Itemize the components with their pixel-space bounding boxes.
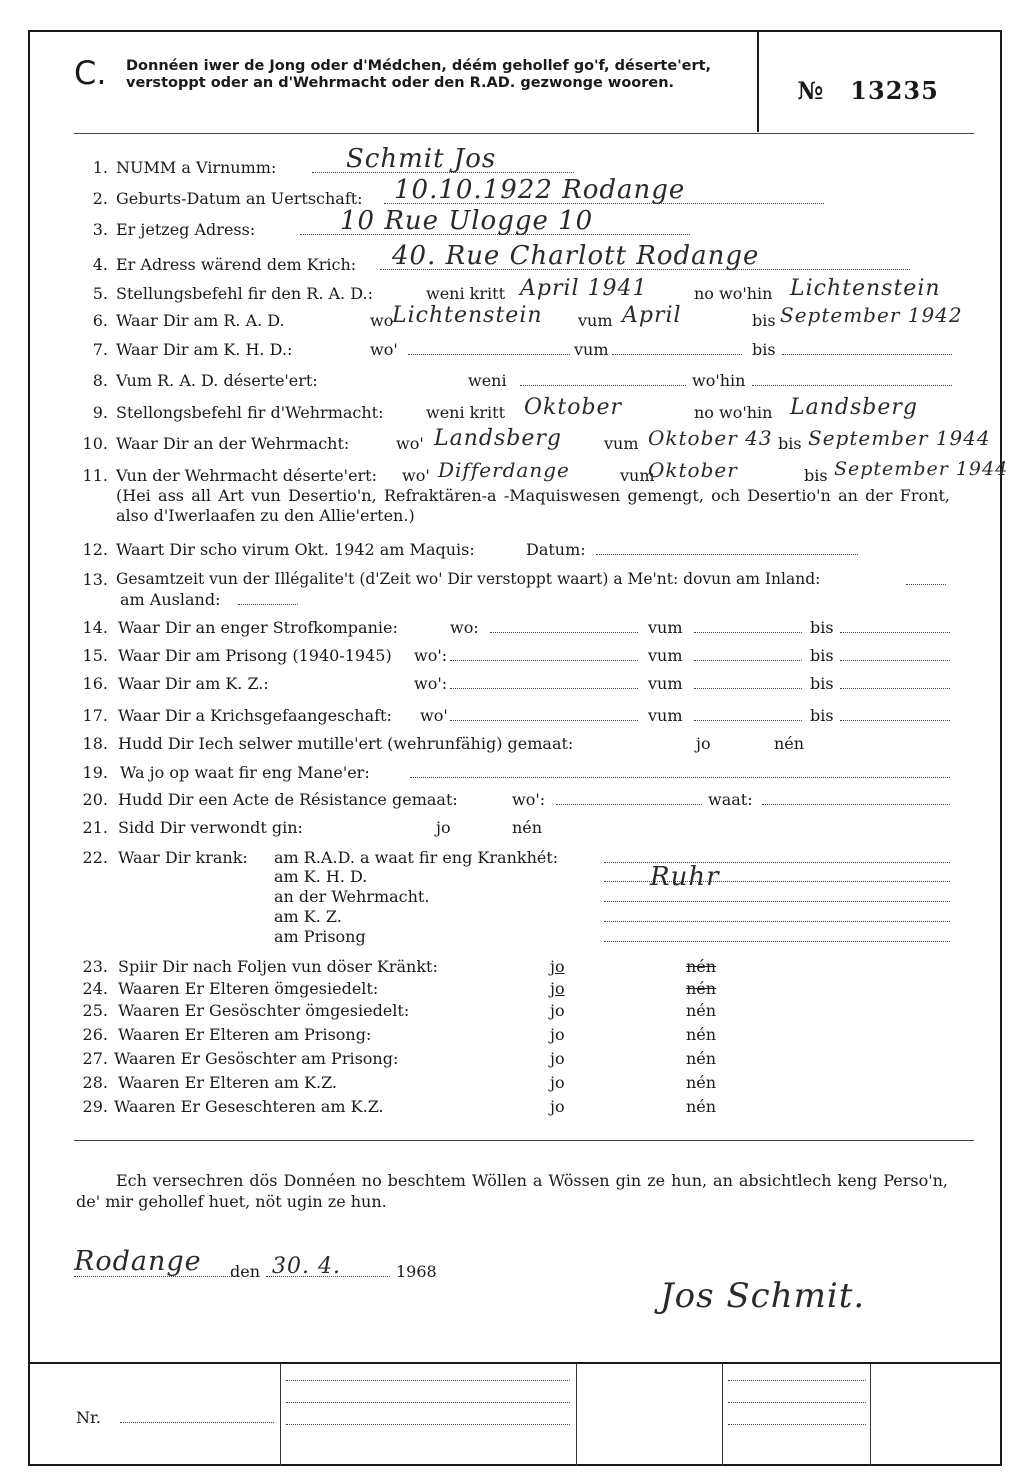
- handwritten-date: 30. 4.: [272, 1254, 341, 1279]
- answer-line: [840, 660, 950, 661]
- bis-label: bis: [810, 706, 834, 725]
- weni-label: weni: [468, 371, 507, 390]
- jo-option-selected: jo: [550, 979, 565, 998]
- nen-option-struck: nén: [686, 979, 717, 998]
- q-number: 7.: [92, 340, 108, 359]
- nen-option: nén: [686, 1001, 717, 1020]
- jo-option: jo: [696, 734, 711, 753]
- wo-label: wo':: [414, 674, 448, 693]
- vum-label: vum: [604, 434, 639, 453]
- q-number: 19.: [82, 763, 108, 782]
- handwritten-wo: Landsberg: [434, 426, 562, 451]
- q-label: Geburts-Datum an Uertschaft:: [116, 189, 363, 208]
- wo-label: wo':: [512, 790, 546, 809]
- q-label: Vum R. A. D. déserte'ert:: [116, 371, 318, 390]
- jo-option: jo: [436, 818, 451, 837]
- handwritten-birth: 10.10.1922 Rodange: [394, 175, 686, 205]
- answer-line: [612, 354, 742, 355]
- handwritten-when: Oktober: [524, 395, 623, 420]
- jo-option: jo: [550, 1049, 565, 1068]
- q-number: 26.: [82, 1025, 108, 1044]
- answer-line: [782, 354, 952, 355]
- nen-option: nén: [686, 1025, 717, 1044]
- question-7: [0, 340, 1024, 364]
- answer-line: [840, 720, 950, 721]
- q-label: Waar Dir an der Wehrmacht:: [116, 434, 350, 453]
- q-number: 11.: [82, 466, 108, 485]
- jo-option: jo: [550, 1001, 565, 1020]
- footer-rule: [28, 1362, 1002, 1364]
- q-number: 14.: [82, 618, 108, 637]
- q-number: 4.: [92, 255, 108, 274]
- answer-line: [694, 632, 802, 633]
- question-22: [0, 848, 1024, 872]
- desertion-note: (Hei ass all Art vun Desertio'n, Refraktären-a -Maquiswesen gemengt, och Desertio'n an der Front, also d'Iwerlaafen zu den Allie'erten.): [116, 486, 950, 525]
- wohin-label: wo'hin: [692, 371, 746, 390]
- question-25: [0, 1001, 1024, 1025]
- handwritten-wo: Lichtenstein: [392, 303, 543, 328]
- bis-label: bis: [752, 311, 776, 330]
- question-9: [0, 395, 1024, 427]
- ausland-label: am Ausland:: [120, 590, 221, 609]
- question-10: [0, 426, 1024, 458]
- question-13-abroad: [0, 590, 1024, 614]
- jo-option-selected: jo: [550, 957, 565, 976]
- handwritten-place: Rodange: [74, 1246, 202, 1277]
- year: 1968: [396, 1262, 437, 1281]
- krank-prisong: am Prisong: [274, 927, 366, 946]
- question-6: [0, 303, 1024, 335]
- q-label: Waaren Er Geseschteren am K.Z.: [114, 1097, 384, 1116]
- question-28: [0, 1073, 1024, 1097]
- number-symbol: №: [797, 76, 825, 105]
- question-21: [0, 818, 1024, 842]
- question-17: [0, 706, 1024, 730]
- declaration-text: Ech versechren dös Donnéen no beschtem Wöllen a Wössen gin ze hun, an absichtlech keng Perso'n, de' mir gehollef huet, nöt ugin ze hun.: [76, 1171, 948, 1211]
- when-label: weni kritt: [426, 284, 505, 303]
- vum-label: vum: [648, 618, 683, 637]
- answer-line: [596, 554, 858, 555]
- answer-line: [604, 941, 950, 942]
- answer-line: [694, 720, 802, 721]
- q-label: Waaren Er Gesöschter am Prisong:: [114, 1049, 399, 1068]
- q-number: 23.: [82, 957, 108, 976]
- wo-label: wo': [396, 434, 424, 453]
- question-14: [0, 618, 1024, 642]
- q-number: 29.: [82, 1097, 108, 1116]
- answer-line: [238, 604, 298, 605]
- wo-label: wo': [370, 311, 398, 330]
- questions-rule: [74, 1140, 974, 1141]
- question-12: [0, 540, 1024, 564]
- answer-line: [694, 688, 802, 689]
- wo-label: wo': [370, 340, 398, 359]
- q-number: 25.: [82, 1001, 108, 1020]
- wo-label: wo:: [450, 618, 479, 637]
- bis-label: bis: [752, 340, 776, 359]
- answer-line: [604, 921, 950, 922]
- q-number: 1.: [92, 158, 108, 177]
- where-label: no wo'hin: [694, 403, 773, 422]
- footer-line: [728, 1380, 866, 1381]
- bis-label: bis: [778, 434, 802, 453]
- vum-label: vum: [578, 311, 613, 330]
- signature: Jos Schmit.: [660, 1276, 866, 1316]
- q-number: 12.: [82, 540, 108, 559]
- question-23: [0, 957, 1024, 981]
- q-number: 27.: [82, 1049, 108, 1068]
- q-label: Er Adress wärend dem Krich:: [116, 255, 357, 274]
- footer-line: [728, 1402, 866, 1403]
- jo-option: jo: [550, 1097, 565, 1116]
- question-24: [0, 979, 1024, 1003]
- q-number: 9.: [92, 403, 108, 422]
- section-letter: C.: [74, 54, 107, 92]
- handwritten-war-address: 40. Rue Charlott Rodange: [392, 241, 760, 271]
- bis-label: bis: [810, 618, 834, 637]
- waat-label: waat:: [708, 790, 753, 809]
- answer-line: [762, 804, 950, 805]
- handwritten-where: Lichtenstein: [790, 276, 941, 301]
- answer-line: [840, 688, 950, 689]
- q-number: 2.: [92, 189, 108, 208]
- q-label: Waar Dir am Prisong (1940-1945): [118, 646, 392, 665]
- q-number: 3.: [92, 220, 108, 239]
- q-number: 16.: [82, 674, 108, 693]
- q-label: Hudd Dir Iech selwer mutille'ert (wehrunfähig) gemaat:: [118, 734, 574, 753]
- q-number: 22.: [82, 848, 108, 867]
- krank-khd: am K. H. D.: [274, 867, 368, 886]
- jo-option: jo: [550, 1025, 565, 1044]
- handwritten-vum: April: [622, 303, 682, 328]
- question-26: [0, 1025, 1024, 1049]
- q-label: Spiir Dir nach Foljen vun döser Kränkt:: [118, 957, 438, 976]
- q-label: Wa jo op waat fir eng Mane'er:: [120, 763, 370, 782]
- q-label: Waar Dir krank:: [118, 848, 248, 867]
- handwritten-bis: September 1942: [780, 303, 963, 327]
- handwritten-bis: September 1944: [808, 426, 991, 450]
- q-number: 21.: [82, 818, 108, 837]
- vum-label: vum: [648, 706, 683, 725]
- q-label: Waar Dir am R. A. D.: [116, 311, 285, 330]
- q-number: 5.: [92, 284, 108, 303]
- answer-line: [840, 632, 950, 633]
- wo-label: wo':: [414, 646, 448, 665]
- q-number: 10.: [82, 434, 108, 453]
- answer-line: [450, 720, 638, 721]
- q-number: 18.: [82, 734, 108, 753]
- q-label: Vun der Wehrmacht déserte'ert:: [116, 466, 377, 485]
- q-label: Waar Dir an enger Strofkompanie:: [118, 618, 398, 637]
- nr-line: [120, 1422, 274, 1423]
- question-27: [0, 1049, 1024, 1073]
- krank-kz: am K. Z.: [274, 907, 342, 926]
- nen-option: nén: [774, 734, 805, 753]
- krank-rad: am R.A.D. a waat fir eng Krankhét:: [274, 848, 559, 867]
- den-label: den: [230, 1262, 261, 1281]
- q-number: 20.: [82, 790, 108, 809]
- handwritten-illness: Ruhr: [650, 862, 720, 892]
- handwritten-vum: Oktober 43: [648, 426, 773, 450]
- question-19: [0, 763, 1024, 787]
- answer-line: [450, 688, 638, 689]
- question-8: [0, 371, 1024, 395]
- q-number: 24.: [82, 979, 108, 998]
- handwritten-bis: September 1944: [834, 458, 1009, 480]
- nen-option: nén: [686, 1097, 717, 1116]
- q-label: Waar Dir a Krichsgefaangeschaft:: [118, 706, 392, 725]
- datum-label: Datum:: [526, 540, 586, 559]
- answer-line: [408, 354, 570, 355]
- number-value: 13235: [850, 76, 939, 105]
- q-label: Gesamtzeit vun der Illégalite't (d'Zeit wo' Dir verstoppt waart) a Me'nt: dovun am Inland:: [116, 570, 821, 588]
- q-label: Waaren Er Gesöschter ömgesiedelt:: [118, 1001, 410, 1020]
- when-label: weni kritt: [426, 403, 505, 422]
- jo-option: jo: [550, 1073, 565, 1092]
- q-label: NUMM a Virnumm:: [116, 158, 277, 177]
- handwritten-wo: Differdange: [438, 458, 570, 482]
- section-title: Donnéen iwer de Jong oder d'Médchen, déém gehollef go'f, déserte'ert, verstoppt oder an d'Wehrmacht oder den R.AD. gezwonge wooren.: [126, 58, 712, 91]
- answer-line: [556, 804, 702, 805]
- q-label: Stellongsbefehl fir d'Wehrmacht:: [116, 403, 384, 422]
- signature-line: [0, 1246, 1024, 1286]
- q-label: Waar Dir am K. H. D.:: [116, 340, 293, 359]
- q-number: 13.: [82, 570, 108, 589]
- question-20: [0, 790, 1024, 814]
- footer-line: [286, 1402, 570, 1403]
- answer-line: [450, 660, 638, 661]
- nen-option: nén: [686, 1073, 717, 1092]
- q-label: Waaren Er Elteren am K.Z.: [118, 1073, 338, 1092]
- q-label: Waar Dir am K. Z.:: [118, 674, 269, 693]
- where-label: no wo'hin: [694, 284, 773, 303]
- q-label: Waart Dir scho virum Okt. 1942 am Maquis:: [116, 540, 475, 559]
- vum-label: vum: [574, 340, 609, 359]
- q-number: 8.: [92, 371, 108, 390]
- wo-label: wo': [402, 466, 430, 485]
- q-label: Er jetzeg Adress:: [116, 220, 256, 239]
- footer-nr: [0, 1408, 1024, 1432]
- q-number: 17.: [82, 706, 108, 725]
- q-number: 6.: [92, 311, 108, 330]
- answer-line: [490, 632, 638, 633]
- header-rule: [74, 133, 974, 134]
- bis-label: bis: [810, 674, 834, 693]
- bis-label: bis: [804, 466, 828, 485]
- question-18: [0, 734, 1024, 758]
- q-label: Waaren Er Elteren am Prisong:: [118, 1025, 372, 1044]
- nen-option: nén: [686, 1049, 717, 1068]
- header-divider: [757, 32, 759, 132]
- nen-option: nén: [512, 818, 543, 837]
- handwritten-name: Schmit Jos: [346, 144, 497, 174]
- q-label: Waaren Er Elteren ömgesiedelt:: [118, 979, 379, 998]
- nen-option-struck: nén: [686, 957, 717, 976]
- vum-label: vum: [620, 466, 655, 485]
- answer-line: [410, 777, 950, 778]
- q-label: Stellungsbefehl fir den R. A. D.:: [116, 284, 373, 303]
- handwritten-where: Landsberg: [790, 395, 918, 420]
- form-number: [761, 76, 975, 105]
- q-label: Sidd Dir verwondt gin:: [118, 818, 303, 837]
- vum-label: vum: [648, 646, 683, 665]
- question-15: [0, 646, 1024, 670]
- q-number: 28.: [82, 1073, 108, 1092]
- krank-wehrmacht: an der Wehrmacht.: [274, 887, 430, 906]
- answer-line: [520, 385, 686, 386]
- bis-label: bis: [810, 646, 834, 665]
- footer-line: [286, 1380, 570, 1381]
- q-label: Hudd Dir een Acte de Résistance gemaat:: [118, 790, 458, 809]
- handwritten-address: 10 Rue Ulogge 10: [340, 206, 594, 236]
- nr-label: Nr.: [76, 1408, 101, 1427]
- q-number: 15.: [82, 646, 108, 665]
- answer-line: [694, 660, 802, 661]
- answer-line: [906, 584, 946, 585]
- question-29: [0, 1097, 1024, 1121]
- answer-line: [752, 385, 952, 386]
- handwritten-vum: Oktober: [648, 458, 738, 482]
- wo-label: wo': [420, 706, 448, 725]
- answer-line: [604, 901, 950, 902]
- handwritten-when: April 1941: [520, 276, 648, 301]
- vum-label: vum: [648, 674, 683, 693]
- question-16: [0, 674, 1024, 698]
